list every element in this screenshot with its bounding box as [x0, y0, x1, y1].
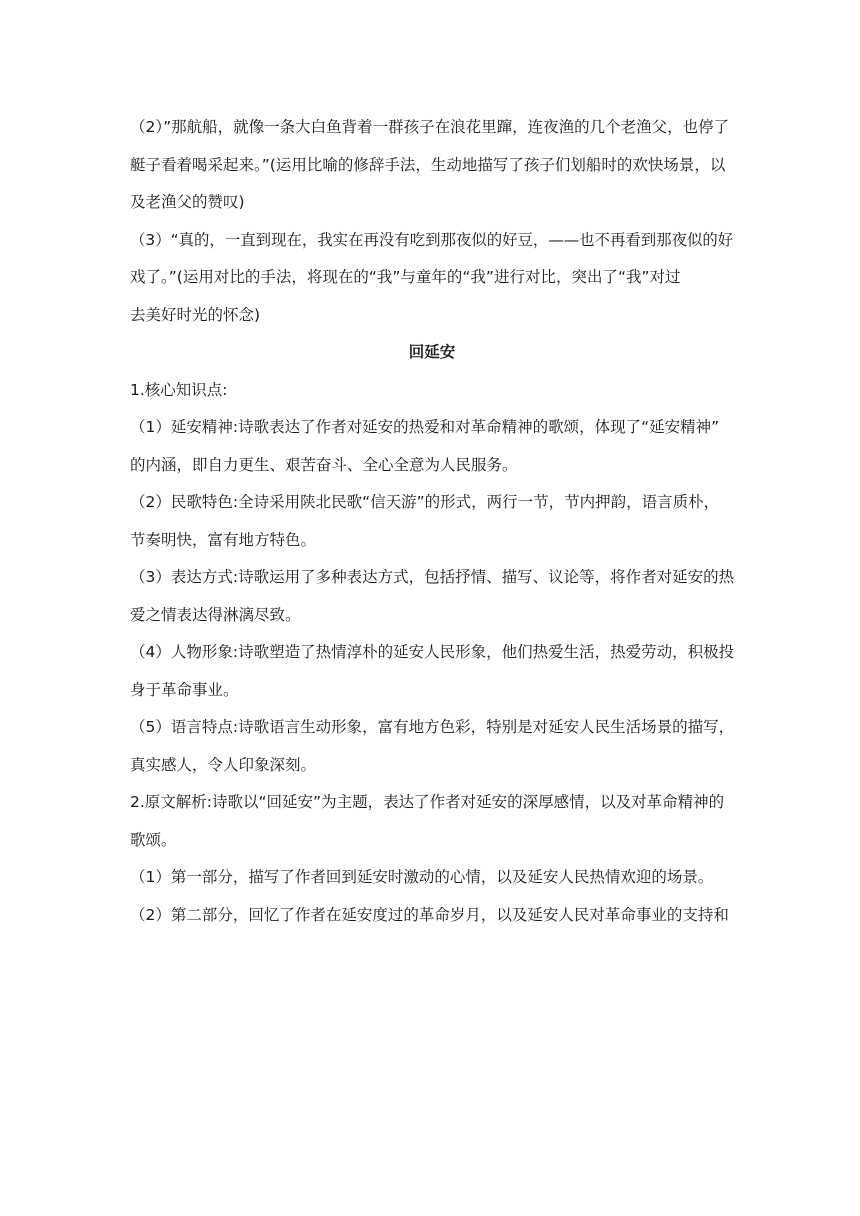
text-line: （5）语言特点:诗歌语言生动形象，富有地方色彩，特别是对延安人民生活场景的描写， [130, 718, 735, 736]
quote-paragraph-2 [130, 109, 734, 222]
knowledge-item-1 [130, 409, 734, 484]
text-line: （3）表达方式:诗歌运用了多种表达方式，包括抒情、描写、议论等，将作者对延安的热 [130, 568, 735, 586]
text-line: 艇子看着喝采起来。”(运用比喻的修辞手法，生动地描写了孩子们划船时的欢快场景，以 [130, 155, 726, 174]
text-line: （1）第一部分，描写了作者回到延安时激动的心情，以及延安人民热情欢迎的场景。 [130, 868, 714, 886]
text-analysis-intro [130, 784, 734, 859]
text-line: 身于革命事业。 [130, 680, 239, 699]
text-line: 的内涵，即自力更生、艰苦奋斗、全心全意为人民服务。 [130, 455, 518, 474]
core-knowledge-label [130, 372, 734, 410]
section-title: 回延安 [408, 343, 456, 361]
knowledge-item-3 [130, 559, 734, 634]
quote-paragraph-3 [130, 222, 734, 335]
knowledge-item-2 [130, 484, 734, 559]
text-line: 2.原文解析:诗歌以“回延安”为主题，表达了作者对延安的深厚感情，以及对革命精神的 [130, 793, 725, 811]
text-line: 节奏明快，富有地方特色。 [130, 530, 317, 549]
text-line: （2）民歌特色:全诗采用陕北民歌“信天游”的形式，两行一节，节内押韵，语言质朴， [130, 493, 720, 511]
document-body [130, 109, 734, 934]
text-line: （4）人物形象:诗歌塑造了热情淳朴的延安人民形象，他们热爱生活，热爱劳动，积极投 [130, 643, 735, 661]
text-line: 歌颂。 [130, 830, 177, 849]
text-line: 及老渔父的赞叹) [130, 193, 245, 211]
text-line: 真实感人，令人印象深刻。 [130, 755, 317, 774]
analysis-part-1 [130, 859, 734, 897]
text-line: （2）第二部分，回忆了作者在延安度过的革命岁月，以及延安人民对革命事业的支持和 [130, 905, 729, 924]
text-line: 爱之情表达得淋漓尽致。 [130, 605, 301, 624]
text-line: 去美好时光的怀念) [130, 305, 261, 324]
analysis-part-2 [130, 897, 734, 935]
knowledge-item-4 [130, 634, 734, 709]
text-line: 1.核心知识点: [130, 380, 228, 399]
text-line: 戏了。”(运用对比的手法，将现在的“我”与童年的“我”进行对比，突出了“我”对过 [130, 268, 681, 286]
text-line: （2）”那航船，就像一条大白鱼背着一群孩子在浪花里蹿，连夜渔的几个老渔父，也停了 [130, 118, 730, 136]
text-line: （1）延安精神:诗歌表达了作者对延安的热爱和对革命精神的歌颂，体现了“延安精神” [130, 418, 720, 436]
text-line: （3）“真的，一直到现在，我实在再没有吃到那夜似的好豆，——也不再看到那夜似的好 [130, 230, 734, 249]
knowledge-item-5 [130, 709, 734, 784]
